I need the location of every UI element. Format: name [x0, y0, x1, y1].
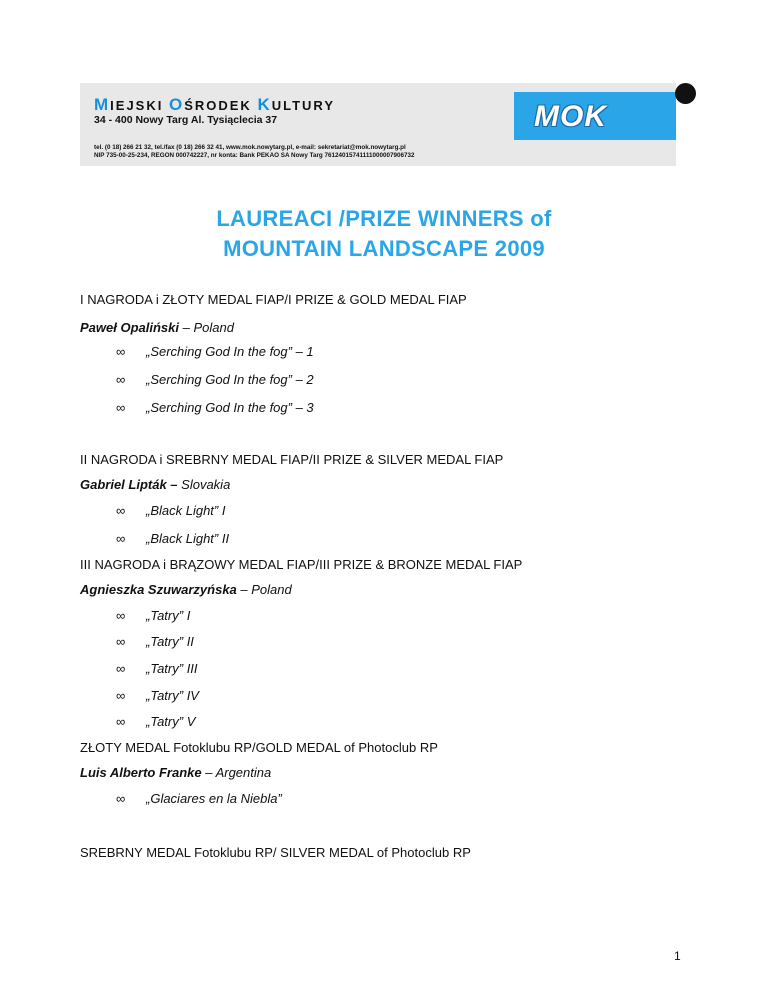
infinity-bullet-icon: ∞ — [116, 634, 126, 649]
section-heading: III NAGRODA i BRĄZOWY MEDAL FIAP/III PRIZE & BRONZE MEDAL FIAP — [80, 557, 523, 572]
list-item: ∞ „Black Light” I — [116, 503, 226, 518]
list-item: ∞ „Tatry” IV — [116, 688, 199, 703]
author: Luis Alberto Franke – Argentina — [80, 765, 272, 780]
contact-info: tel. (0 18) 266 21 32, tel./fax (0 18) 266 32 41, www.mok.nowytarg.pl, e-mail: sekretariat@mok.nowytarg.pl NIP 735-00-25-234, REGON 000742227, nr konta: Bank PEKAO SA Nowy Targ 76124015741111000007906732 — [94, 144, 415, 159]
author: Agnieszka Szuwarzyńska – Poland — [80, 582, 292, 597]
infinity-bullet-icon: ∞ — [116, 661, 126, 676]
section-heading: II NAGRODA i SREBRNY MEDAL FIAP/II PRIZE & SILVER MEDAL FIAP — [80, 452, 504, 467]
page-title: LAUREACI /PRIZE WINNERS of MOUNTAIN LANDSCAPE 2009 — [216, 206, 552, 261]
page-number: 1 — [674, 949, 681, 963]
mok-logo: MOK — [514, 92, 676, 140]
section-heading: ZŁOTY MEDAL Fotoklubu RP/GOLD MEDAL of Photoclub RP — [80, 740, 438, 755]
list-item: ∞ „Black Light” II — [116, 531, 230, 546]
institution-name: MIEJSKI OŚRODEK KULTURY — [94, 95, 335, 114]
infinity-bullet-icon: ∞ — [116, 531, 126, 546]
infinity-bullet-icon: ∞ — [116, 688, 126, 703]
list-item: ∞ „Tatry” II — [116, 634, 194, 649]
infinity-bullet-icon: ∞ — [116, 714, 126, 729]
infinity-bullet-icon: ∞ — [116, 791, 126, 806]
section-heading: I NAGRODA i ZŁOTY MEDAL FIAP/I PRIZE & GOLD MEDAL FIAP — [80, 292, 467, 307]
list-item: ∞ „Serching God In the fog” – 2 — [116, 372, 314, 387]
institution-address: 34 - 400 Nowy Targ Al. Tysiąclecia 37 — [94, 114, 278, 126]
author: Paweł Opaliński – Poland — [80, 320, 234, 335]
list-item: ∞ „Glaciares en la Niebla” — [116, 791, 282, 806]
logo-dot-icon — [675, 83, 696, 104]
list-item: ∞ „Tatry” V — [116, 714, 196, 729]
infinity-bullet-icon: ∞ — [116, 608, 126, 623]
section-heading: SREBRNY MEDAL Fotoklubu RP/ SILVER MEDAL of Photoclub RP — [80, 845, 471, 860]
list-item: ∞ „Serching God In the fog” – 1 — [116, 344, 314, 359]
infinity-bullet-icon: ∞ — [116, 344, 126, 359]
list-item: ∞ „Serching God In the fog” – 3 — [116, 400, 314, 415]
infinity-bullet-icon: ∞ — [116, 503, 126, 518]
infinity-bullet-icon: ∞ — [116, 400, 126, 415]
letterhead — [80, 83, 676, 166]
list-item: ∞ „Tatry” I — [116, 608, 191, 623]
author: Gabriel Lipták – Slovakia — [80, 477, 231, 492]
infinity-bullet-icon: ∞ — [116, 372, 126, 387]
list-item: ∞ „Tatry” III — [116, 661, 198, 676]
